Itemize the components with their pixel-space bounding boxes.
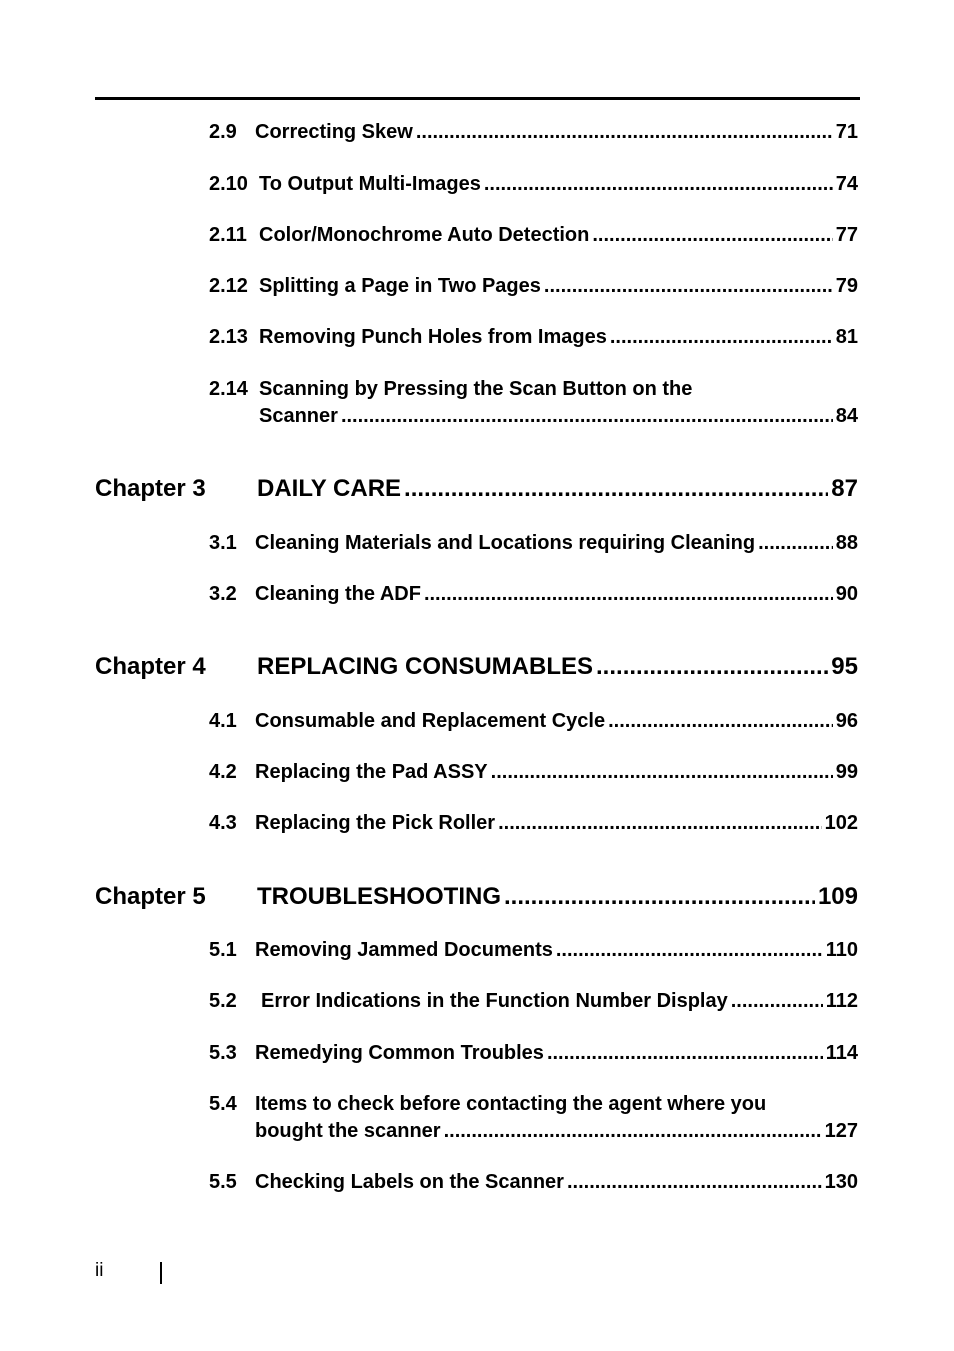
section-title-line2-row [259,403,858,430]
toc-entry-2-13[interactable] [209,324,858,350]
page-number: 127 [824,1120,858,1142]
section-number: 2.13 [209,326,248,348]
section-title: Checking Labels on the Scanner [255,1171,564,1193]
toc-chapter-3[interactable] [95,474,858,504]
section-number: 2.14 [209,378,248,400]
toc-entry-2-10[interactable] [209,171,858,197]
section-title-block [259,376,858,430]
dot-leader [758,530,833,556]
section-title: Splitting a Page in Two Pages [259,275,541,297]
header-rule [95,97,860,100]
chapter-label: Chapter 5 [95,883,206,910]
dot-leader [341,403,833,430]
page-number: 81 [835,326,858,348]
page-number: 90 [835,583,858,605]
page-number: 102 [824,812,858,834]
toc-entry-3-2[interactable] [209,581,858,607]
dot-leader [404,474,828,504]
page-number: 95 [831,653,858,680]
toc-entry-4-3[interactable] [209,810,858,836]
page-number: 79 [835,275,858,297]
toc-entry-5-5[interactable] [209,1169,858,1195]
toc-entry-5-2[interactable] [209,988,858,1014]
section-title: Color/Monochrome Auto Detection [259,224,590,246]
page-number: 87 [831,475,858,502]
dot-leader [556,937,823,963]
page-number: 99 [835,761,858,783]
section-title: To Output Multi-Images [259,173,481,195]
toc-entry-2-11[interactable] [209,222,858,248]
section-number: 5.3 [209,1042,237,1064]
section-title: Correcting Skew [255,121,413,143]
toc-chapter-4[interactable] [95,652,858,682]
section-number: 5.1 [209,939,237,961]
section-title: Remedying Common Troubles [255,1042,544,1064]
dot-leader [608,708,833,734]
section-number: 4.1 [209,710,237,732]
section-title: Removing Punch Holes from Images [259,326,607,348]
toc-entry-5-3[interactable] [209,1040,858,1066]
section-number: 2.9 [209,121,237,143]
section-number: 5.4 [209,1093,237,1115]
dot-leader [547,1040,823,1066]
toc-entry-4-2[interactable] [209,759,858,785]
section-title: Error Indications in the Function Number Display [261,990,728,1012]
dot-leader [596,652,828,682]
section-title-line2: Scanner [259,405,338,427]
section-title-line1: Items to check before contacting the agent where you [255,1093,767,1115]
dot-leader [416,119,833,145]
page-number: 77 [835,224,858,246]
chapter-label: Chapter 4 [95,653,206,680]
chapter-label: Chapter 3 [95,475,206,502]
section-number: 4.3 [209,812,237,834]
page-number: 84 [835,405,858,427]
page-number: 74 [835,173,858,195]
dot-leader [504,882,815,912]
dot-leader [491,759,833,785]
toc-entry-5-1[interactable] [209,937,858,963]
section-title-line1: Scanning by Pressing the Scan Button on the [259,378,693,400]
chapter-title: DAILY CARE [257,475,402,502]
dot-leader [592,222,832,248]
section-number: 2.12 [209,275,248,297]
chapter-title: TROUBLESHOOTING [257,883,501,910]
dot-leader [444,1118,822,1145]
toc-entry-5-4[interactable] [209,1091,858,1145]
section-title: Replacing the Pick Roller [255,812,496,834]
dot-leader [731,988,823,1014]
page-number: 71 [835,121,858,143]
section-number: 5.5 [209,1171,237,1193]
page-number: 130 [824,1171,858,1193]
section-title: Cleaning Materials and Locations requiring Cleaning [255,532,756,554]
page-number: 88 [835,532,858,554]
page-number: 112 [825,990,858,1012]
section-number: 3.2 [209,583,237,605]
section-title-block [255,1091,858,1145]
chapter-title: REPLACING CONSUMABLES [257,653,594,680]
toc-entry-2-9[interactable] [209,119,858,145]
page-number: 110 [825,939,858,961]
section-number: 5.2 [209,990,237,1012]
section-title: Cleaning the ADF [255,583,421,605]
section-number: 4.2 [209,761,237,783]
footer-page-number: ii [95,1260,104,1281]
section-title-line2-row [255,1118,858,1145]
section-title: Consumable and Replacement Cycle [255,710,606,732]
toc-entry-4-1[interactable] [209,708,858,734]
section-title: Removing Jammed Documents [255,939,553,961]
dot-leader [484,171,833,197]
dot-leader [610,324,833,350]
page-number: 109 [817,883,858,910]
section-number: 2.11 [209,224,247,246]
footer-divider [160,1262,162,1284]
dot-leader [544,273,833,299]
section-title-line2: bought the scanner [255,1120,441,1142]
toc-entry-2-14[interactable] [209,376,858,430]
toc-entry-3-1[interactable] [209,530,858,556]
page-number: 96 [835,710,858,732]
toc-entry-2-12[interactable] [209,273,858,299]
dot-leader [424,581,833,607]
page-number: 114 [825,1042,858,1064]
section-number: 2.10 [209,173,248,195]
dot-leader [567,1169,822,1195]
section-title: Replacing the Pad ASSY [255,761,488,783]
toc-chapter-5[interactable] [95,882,858,912]
dot-leader [498,810,822,836]
section-number: 3.1 [209,532,237,554]
